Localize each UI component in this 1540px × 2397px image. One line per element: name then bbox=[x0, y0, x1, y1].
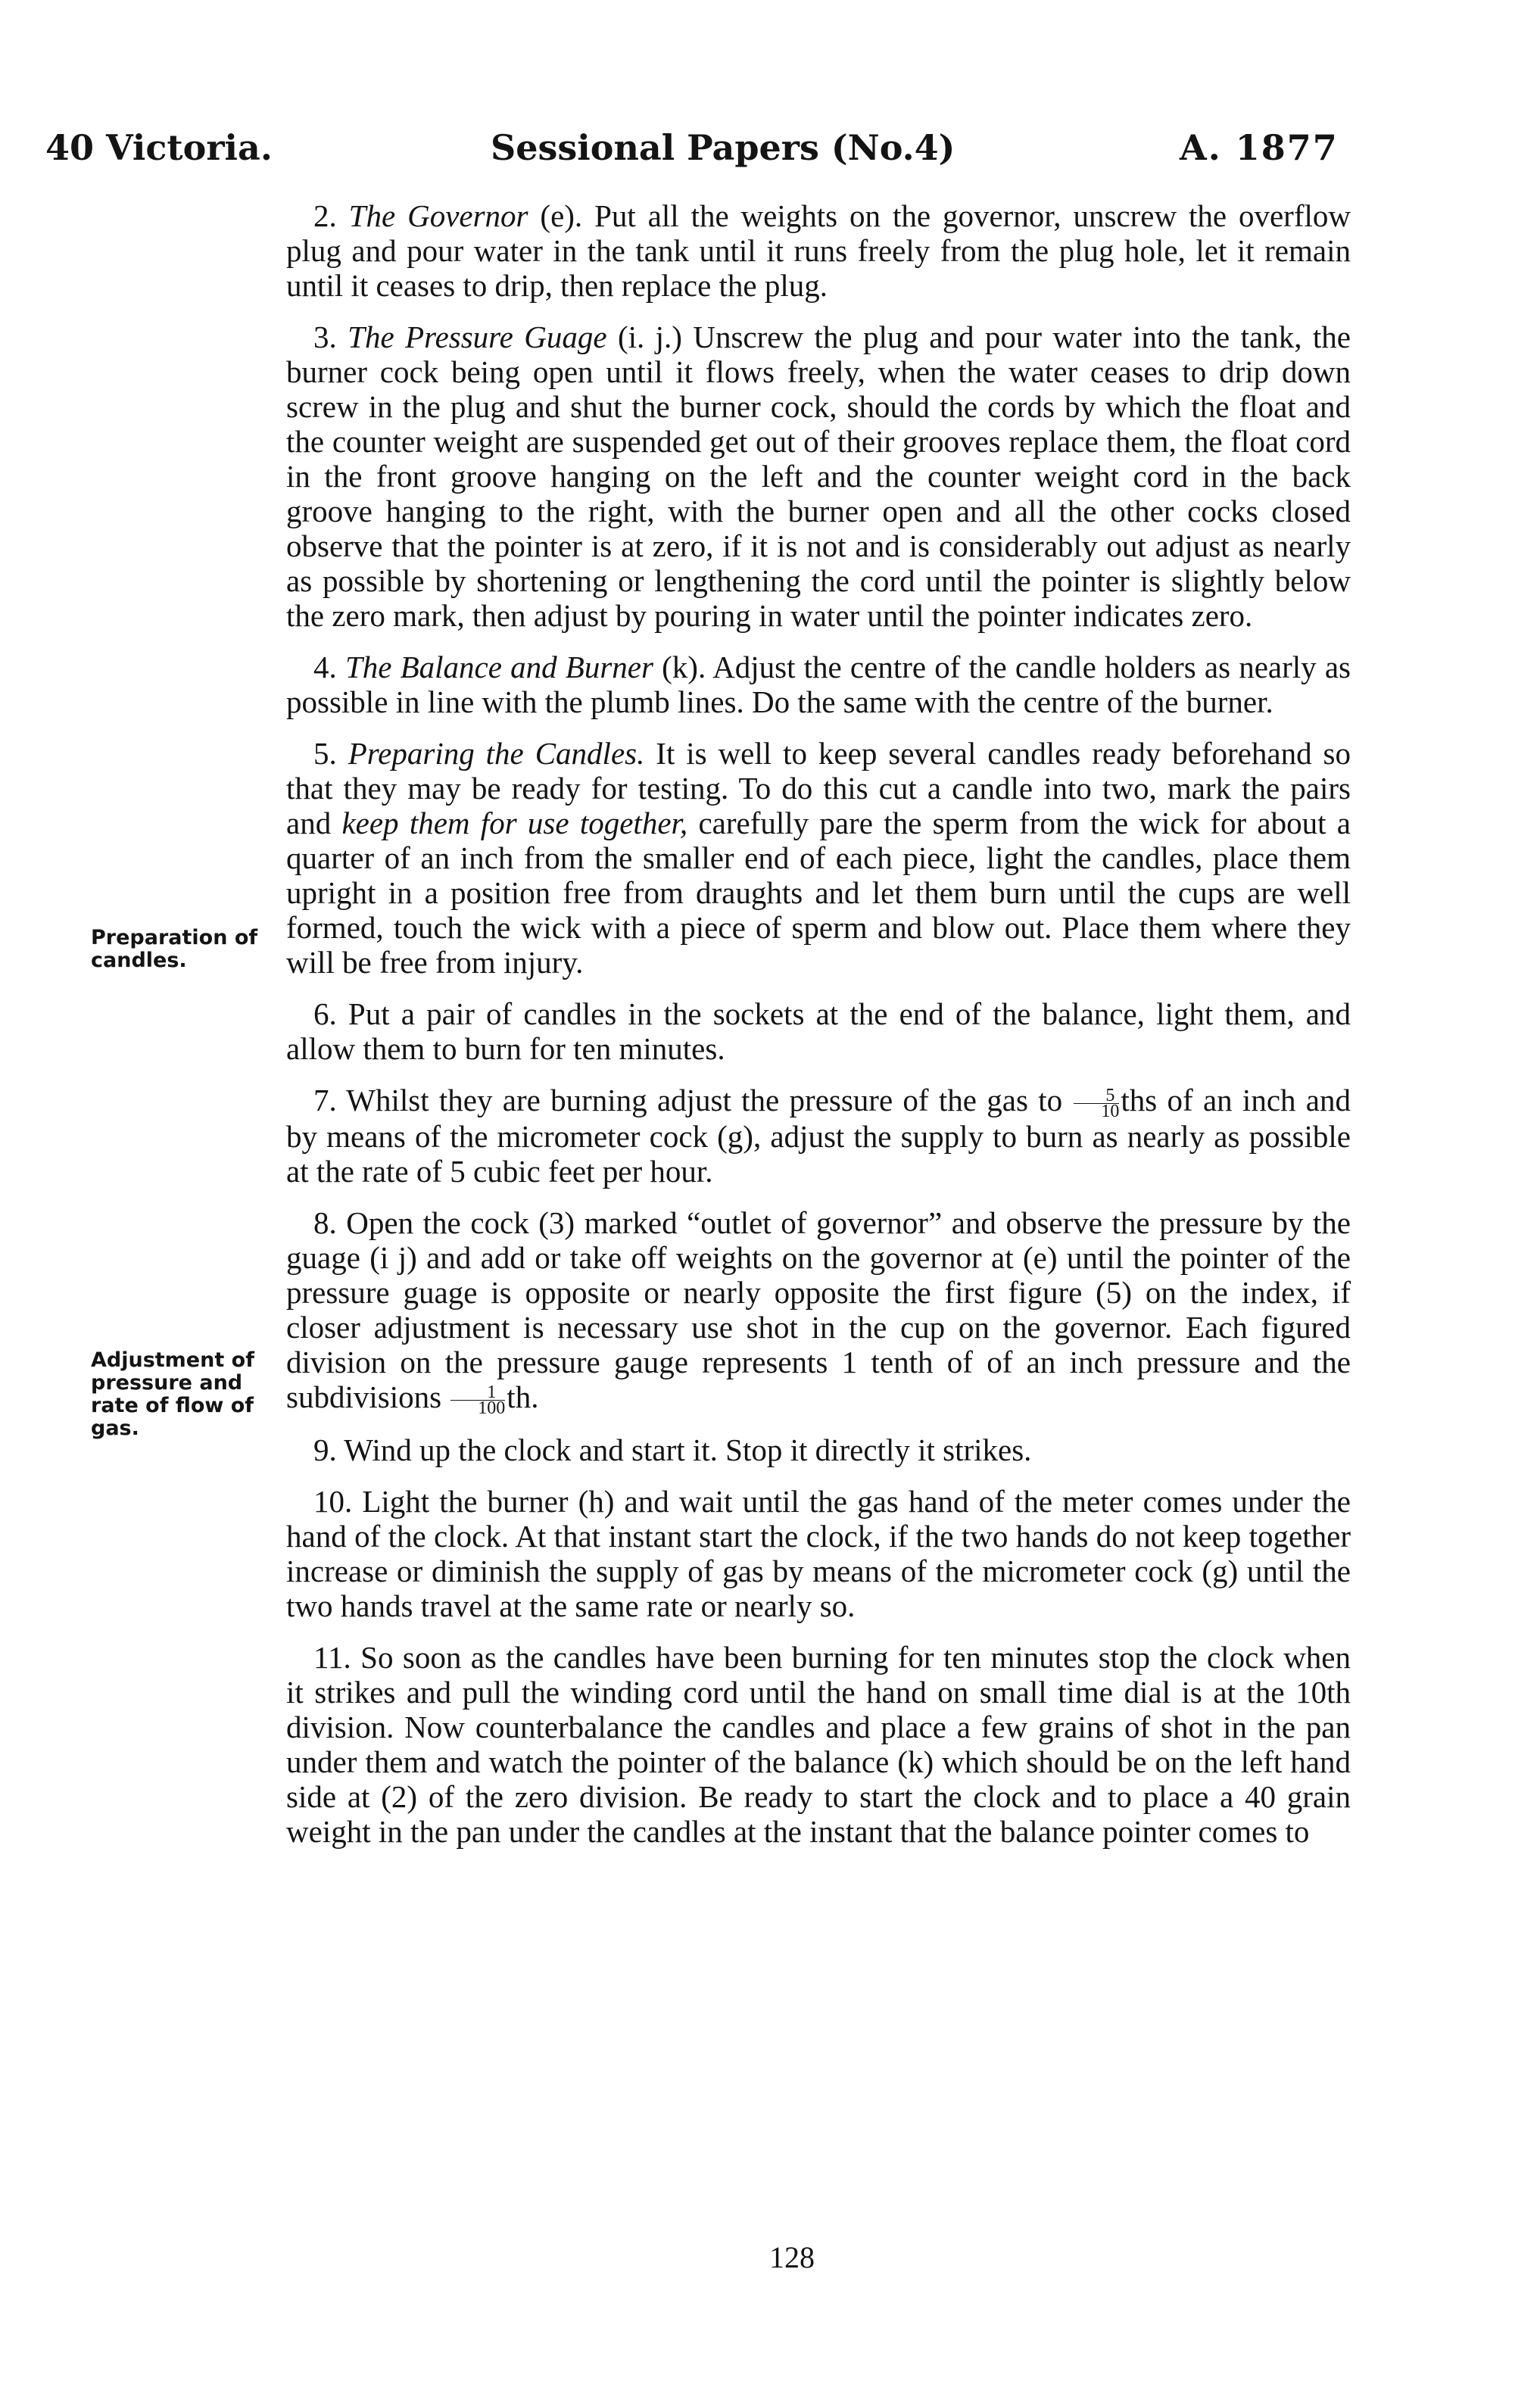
fraction-denominator: 10 bbox=[1101, 1102, 1120, 1122]
paragraph-number: 3. bbox=[313, 319, 337, 354]
fraction bbox=[450, 1382, 506, 1419]
paragraph-text: 11. So soon as the candles have been burning for ten minutes stop the clock when it strikes and pull the winding cord until the hand on small time dial is at the 10th division. Now counterbalance the candles and place a few grains of shot in the pan under them and watch the pointer of the balance (k) which should be on the left hand side at (2) of the zero division. Be ready to start the clock and to place a 40 grain weight in the pan under the candles at the instant that the balance pointer comes to bbox=[286, 1640, 1351, 1850]
paragraph-text: ths of an inch and by means of the micrometer cock (g), adjust the supply to burn as nearly as possible at the rate of 5 cubic feet per hour. bbox=[286, 1083, 1351, 1189]
paragraph-10 bbox=[286, 1484, 1351, 1623]
paragraph-8 bbox=[286, 1205, 1351, 1419]
paragraph-2 bbox=[286, 198, 1351, 303]
paragraph-text: carefully pare the sperm from the wick for about a quarter of an inch from the smaller end of each piece, light the candles, place them upright in a position free from draughts and let them burn until the cups are well formed, touch the wick with a piece of sperm and blow out. Place them where they will be free from injury. bbox=[286, 806, 1351, 980]
paragraph-5 bbox=[286, 736, 1351, 980]
fraction bbox=[1074, 1086, 1120, 1122]
margin-note-adjustment: Adjustment of pressure and rate of flow of gas. bbox=[91, 1348, 254, 1440]
margin-note-preparation: Preparation of candles. bbox=[91, 926, 258, 972]
fraction-denominator: 100 bbox=[478, 1398, 506, 1419]
paragraph-italic-phrase: keep them for use together, bbox=[341, 806, 688, 840]
paragraph-title: Preparing the Candles. bbox=[348, 736, 645, 771]
paragraph-text: 10. Light the burner (h) and wait until the gas hand of the meter comes under the hand of the clock. At that instant start the clock, if the two hands do not keep together increase or diminish the supply of gas by means of the micrometer cock (g) until the two hands travel at the same rate or nearly so. bbox=[286, 1484, 1351, 1624]
paragraph-text: (e). Put all the weights on the governor, unscrew the overflow plug and pour water in the tank until it runs freely from the plug hole, let it remain until it ceases to drip, then replace the plug. bbox=[286, 198, 1351, 303]
paragraph-text: 6. Put a pair of candles in the sockets at the end of the balance, light them, and allow them to burn for ten minutes. bbox=[286, 996, 1351, 1066]
header-right: A. 1877 bbox=[1180, 127, 1339, 168]
paragraph-title: The Pressure Guage bbox=[348, 319, 607, 354]
paragraph-number: 4. bbox=[313, 650, 337, 684]
paragraph-3 bbox=[286, 319, 1351, 633]
paragraph-text: (k). Adjust the centre of the candle holders as nearly as possible in line with the plumb lines. Do the same with the centre of the burner. bbox=[286, 650, 1351, 719]
paragraph-title: The Governor bbox=[348, 198, 528, 233]
paragraph-text: 7. Whilst they are burning adjust the pressure of the gas to bbox=[313, 1083, 1073, 1117]
paragraph-9 bbox=[286, 1432, 1351, 1467]
paragraph-7 bbox=[286, 1083, 1351, 1189]
paragraph-text: th. bbox=[507, 1379, 539, 1415]
page-number: 128 bbox=[769, 2240, 815, 2274]
paragraph-number: 5. bbox=[313, 736, 337, 771]
fraction-numerator: 1 bbox=[450, 1385, 505, 1401]
body-text bbox=[286, 198, 1351, 1866]
paragraph-text: (i. j.) Unscrew the plug and pour water into the tank, the burner cock being open until it flows freely, when the water ceases to drip down screw in the plug and shut the burner cock, should the cords by which the float and the counter weight are suspended get out of their grooves replace them, the float cord in the front groove hanging on the left and the counter weight cord in the back groove hanging to the right, with the burner open and all the other cocks closed observe that the pointer is at zero, if it is not and is considerably out adjust as nearly as possible by shortening or lengthening the cord until the pointer is slightly below the zero mark, then adjust by pouring in water until the pointer indicates zero. bbox=[286, 319, 1351, 633]
header-center: Sessional Papers (No.4) bbox=[491, 127, 955, 168]
fraction-numerator: 5 bbox=[1074, 1088, 1119, 1104]
paragraph-title: The Balance and Burner bbox=[344, 650, 653, 684]
paragraph-4 bbox=[286, 650, 1351, 719]
paragraph-text: It is well to keep several candles ready beforehand so that they may be ready for testing. To do this cut a candle into two, mark the pairs and bbox=[286, 736, 1351, 840]
paragraph-text: 8. Open the cock (3) marked “outlet of governor” and observe the pressure by the guage (i j) and add or take off weights on the governor at (e) until the pointer of the pressure guage is opposite or nearly opposite the first figure (5) on the index, if closer adjustment is necessary use shot in the cup on the governor. Each figured division on the pressure gauge represents 1 tenth of of an inch pressure and the subdivisions bbox=[286, 1205, 1351, 1415]
page-header bbox=[45, 127, 1363, 180]
paragraph-6 bbox=[286, 996, 1351, 1066]
paragraph-11 bbox=[286, 1640, 1351, 1849]
paragraph-number: 2. bbox=[313, 198, 337, 233]
header-left: 40 Victoria. bbox=[45, 127, 273, 168]
paragraph-text: 9. Wind up the clock and start it. Stop it directly it strikes. bbox=[313, 1432, 1032, 1468]
